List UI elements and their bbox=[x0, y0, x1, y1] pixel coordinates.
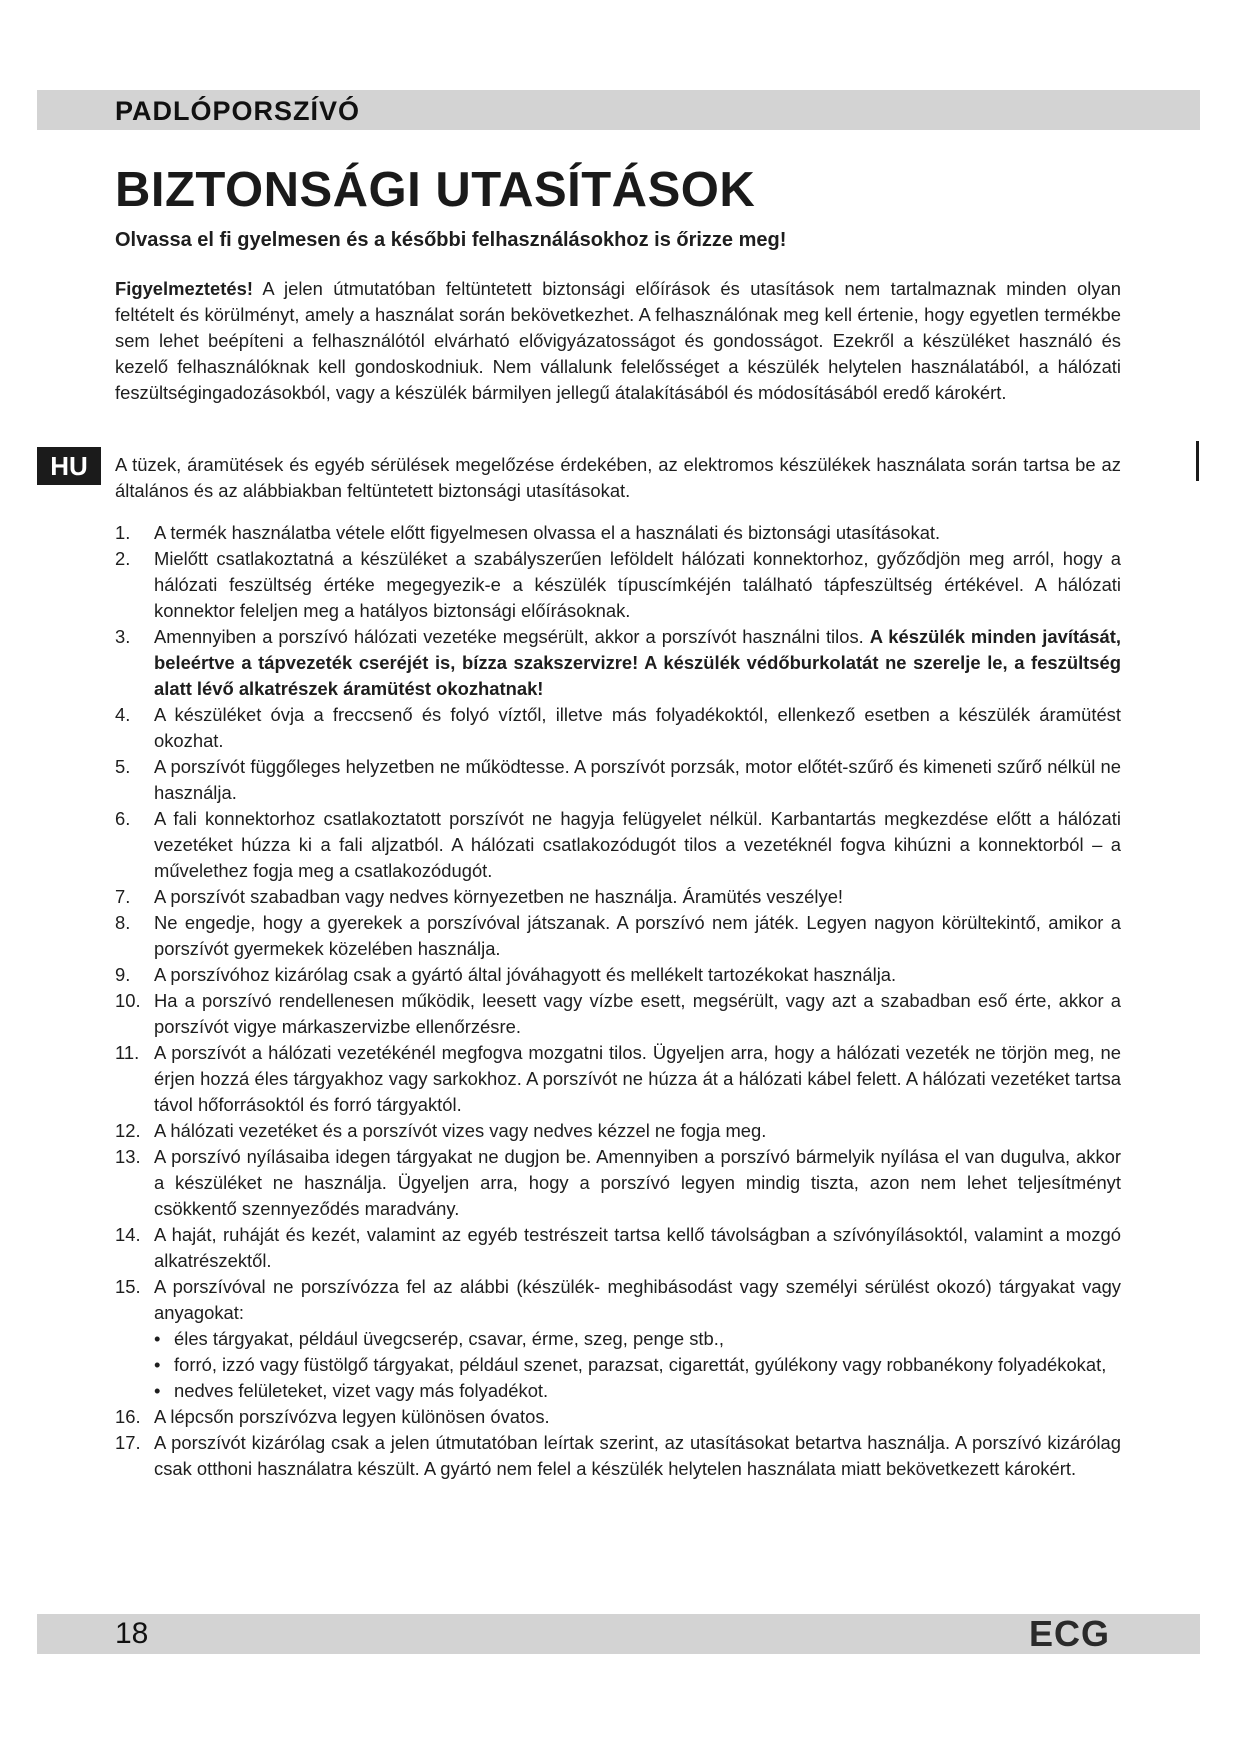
instruction-text: A fali konnektorhoz csatlakoztatott porszívót ne hagyja felügyelet nélkül. Karbantartás megkezdése előtt a hálózati vezetéket húzza ki a fali aljzatból. A hálózati csatlakozódugót tilos a vezetéknél fogva kihúzni a konnektorból – a művelethez fogja meg a csatlakozódugót. bbox=[154, 808, 1121, 881]
instruction-item bbox=[115, 624, 1121, 702]
intro-paragraph: A tüzek, áramütések és egyéb sérülések megelőzése érdekében, az elektromos készülékek használata során tartsa be az általános és az alábbiakban feltüntetett biztonsági utasításokat. bbox=[115, 454, 1121, 501]
instruction-number: 7. bbox=[115, 886, 131, 907]
bullet-item bbox=[154, 1378, 1121, 1404]
instruction-item bbox=[115, 1144, 1121, 1222]
page-title: BIZTONSÁGI UTASÍTÁSOK bbox=[115, 163, 756, 217]
instruction-text: Ha a porszívó rendellenesen működik, leesett vagy vízbe esett, megsérült, vagy azt a szabadban eső érte, akkor a porszívót vigye márkaszervizbe ellenőrzésre. bbox=[154, 990, 1121, 1037]
instruction-text: Mielőtt csatlakoztatná a készüléket a szabályszerűen leföldelt hálózati konnektorhoz, győződjön meg arról, hogy a hálózati feszültség értéke megegyezik-e a készülék típuscímkéjén található tápfeszültség értékével. A hálózati konnektor feleljen meg a hatályos biztonsági előírásoknak. bbox=[154, 548, 1121, 621]
bullet-text: éles tárgyakat, például üvegcserép, csavar, érme, szeg, penge stb., bbox=[174, 1328, 724, 1349]
instruction-number: 6. bbox=[115, 808, 131, 829]
section-title: PADLÓPORSZÍVÓ bbox=[115, 96, 361, 126]
instruction-number: 12. bbox=[115, 1120, 141, 1141]
instruction-text: A készüléket óvja a freccsenő és folyó víztől, illetve más folyadékoktól, ellenkező esetben a készülék áramütést okozhat. bbox=[154, 704, 1121, 751]
brand-logo: ECG bbox=[1028, 1613, 1110, 1654]
side-marker bbox=[1196, 441, 1199, 481]
instruction-number: 1. bbox=[115, 522, 131, 543]
instruction-item bbox=[115, 520, 1121, 546]
bullet-text: nedves felületeket, vizet vagy más folyadékot. bbox=[174, 1380, 549, 1401]
bullet-icon: • bbox=[154, 1380, 161, 1401]
instruction-bold-text: A készülék minden javítását, beleértve a tápvezeték cseréjét is, bízza szakszervizre! A készülék védőburkolatát ne szerelje le, a feszültség alatt lévő alkatrészek áramütést okozhatnak! bbox=[154, 626, 1121, 699]
instruction-number: 9. bbox=[115, 964, 131, 985]
instruction-item bbox=[115, 754, 1121, 806]
bullet-item bbox=[154, 1352, 1121, 1378]
instruction-item bbox=[115, 1118, 1121, 1144]
instruction-item bbox=[115, 806, 1121, 884]
instruction-number: 10. bbox=[115, 990, 141, 1011]
language-tag: HU bbox=[37, 447, 101, 485]
instruction-number: 11. bbox=[115, 1042, 140, 1063]
instruction-item bbox=[115, 1222, 1121, 1274]
instruction-number: 13. bbox=[115, 1146, 141, 1167]
instruction-item bbox=[115, 988, 1121, 1040]
instruction-number: 17. bbox=[115, 1432, 141, 1453]
instruction-item bbox=[115, 1404, 1121, 1430]
instruction-text: A termék használatba vétele előtt figyelmesen olvassa el a használati és biztonsági utasításokat. bbox=[154, 522, 941, 543]
warning-label: Figyelmeztetés! bbox=[115, 278, 253, 299]
instruction-item bbox=[115, 884, 1121, 910]
instruction-text: A porszívót függőleges helyzetben ne működtesse. A porszívót porzsák, motor előtét-szűrő és kimeneti szűrő nélkül ne használja. bbox=[154, 756, 1121, 803]
instruction-number: 15. bbox=[115, 1276, 141, 1297]
instruction-item bbox=[115, 702, 1121, 754]
instruction-text: A porszívót kizárólag csak a jelen útmutatóban leírtak szerint, az utasításokat betartva használja. A porszívó kizárólag csak otthoni használatra készült. A gyártó nem felel a készülék helytelen használata miatt bekövetkezett károkért. bbox=[154, 1432, 1121, 1479]
bullet-icon: • bbox=[154, 1328, 161, 1349]
instruction-item bbox=[115, 962, 1121, 988]
instruction-item bbox=[115, 1040, 1121, 1118]
bullet-item bbox=[154, 1326, 1121, 1352]
page-number: 18 bbox=[115, 1617, 149, 1650]
instruction-number: 16. bbox=[115, 1406, 141, 1427]
warning-paragraph bbox=[115, 276, 1121, 406]
instruction-item bbox=[115, 546, 1121, 624]
instruction-text: Ne engedje, hogy a gyerekek a porszívóval játszanak. A porszívó nem játék. Legyen nagyon körültekintő, amikor a porszívót gyermekek közelében használja. bbox=[154, 912, 1121, 959]
instructions-list bbox=[115, 520, 1121, 1482]
instruction-text: A porszívót a hálózati vezetékénél megfogva mozgatni tilos. Ügyeljen arra, hogy a hálózati vezeték ne törjön meg, ne érjen hozzá éles tárgyakhoz vagy sarkokhoz. A porszívót ne húzza át a hálózati kábel felett. A hálózati vezetéket tartsa távol hőforrásoktól és forró tárgyaktól. bbox=[154, 1042, 1121, 1115]
instruction-text: A lépcsőn porszívózva legyen különösen óvatos. bbox=[154, 1406, 550, 1427]
instruction-text: A porszívót szabadban vagy nedves környezetben ne használja. Áramütés veszélye! bbox=[154, 886, 844, 907]
bullet-icon: • bbox=[154, 1354, 161, 1375]
section-header-bar bbox=[37, 90, 1200, 130]
instruction-text: A porszívó nyílásaiba idegen tárgyakat ne dugjon be. Amennyiben a porszívó bármelyik nyílása el van dugulva, akkor a készüléket ne használja. Ügyeljen arra, hogy a porszívó legyen mindig tiszta, azon nem lehet teljesítményt csökkentő szennyeződés maradvány. bbox=[154, 1146, 1121, 1219]
instruction-number: 4. bbox=[115, 704, 131, 725]
instruction-text: A porszívóval ne porszívózza fel az alábbi (készülék- meghibásodást vagy személyi sérülést okozó) tárgyakat vagy anyagokat: bbox=[154, 1276, 1121, 1323]
instruction-number: 14. bbox=[115, 1224, 141, 1245]
instruction-text: Amennyiben a porszívó hálózati vezetéke megsérült, akkor a porszívót használni tilos. bbox=[154, 626, 870, 647]
instruction-text: A hálózati vezetéket és a porszívót vizes vagy nedves kézzel ne fogja meg. bbox=[154, 1120, 767, 1141]
instruction-item bbox=[115, 1430, 1121, 1482]
subtitle: Olvassa el fi gyelmesen és a későbbi felhasználásokhoz is őrizze meg! bbox=[115, 229, 787, 251]
warning-text: A jelen útmutatóban feltüntetett biztonsági előírások és utasítások nem tartalmaznak minden olyan feltételt és körülményt, amely a használat során bekövetkezhet. A felhasználónak meg kell értenie, hogy egyetlen termékbe sem lehet beépíteni a felhasználótól elvárható elővigyázatosságot és gondosságot. Ezekről a készüléket használó és kezelő felhasználóknak kell gondoskodniuk. Nem vállalunk felelősséget a készülék helytelen használatából, a hálózati feszültségingadozásokból, vagy a készülék bármilyen jellegű átalakításából és módosításából eredő károkért. bbox=[115, 278, 1121, 403]
instruction-text: A porszívóhoz kizárólag csak a gyártó által jóváhagyott és mellékelt tartozékokat használja. bbox=[154, 964, 897, 985]
bullet-text: forró, izzó vagy füstölgő tárgyakat, például szenet, parazsat, cigarettát, gyúlékony vagy robbanékony folyadékokat, bbox=[174, 1354, 1107, 1375]
instruction-text: A haját, ruháját és kezét, valamint az egyéb testrészeit tartsa kellő távolságban a szívónyílásoktól, valamint a mozgó alkatrészektől. bbox=[154, 1224, 1121, 1271]
instruction-number: 3. bbox=[115, 626, 131, 647]
instruction-number: 5. bbox=[115, 756, 131, 777]
instruction-item bbox=[115, 1274, 1121, 1404]
footer-bar bbox=[37, 1614, 1200, 1654]
bullet-list bbox=[154, 1326, 1121, 1404]
instruction-number: 2. bbox=[115, 548, 131, 569]
instruction-number: 8. bbox=[115, 912, 131, 933]
instruction-item bbox=[115, 910, 1121, 962]
